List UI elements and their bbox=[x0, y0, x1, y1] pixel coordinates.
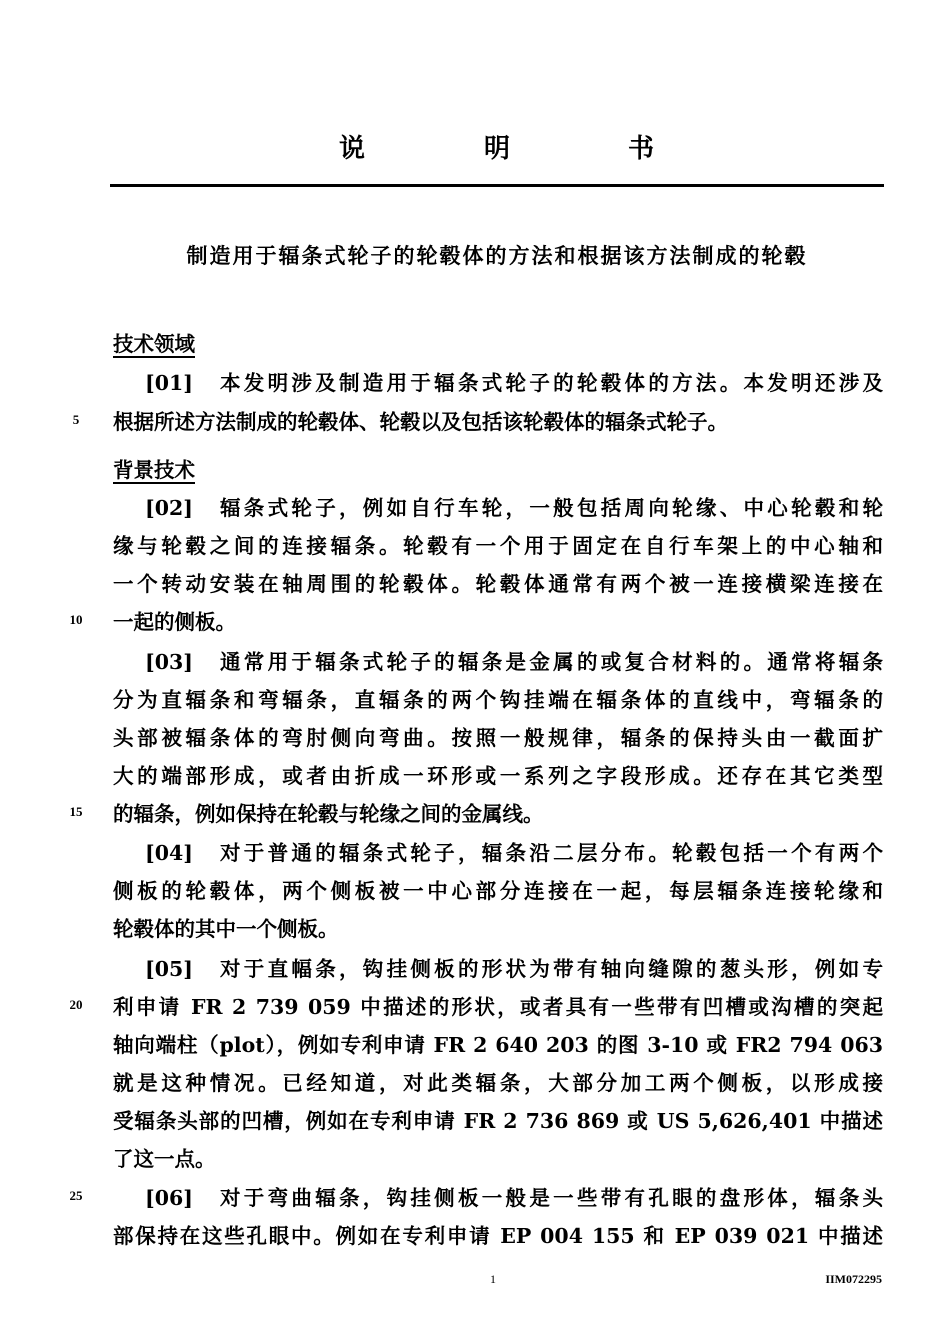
text-line: 缘与轮毂之间的连接辐条。轮毂有一个用于固定在自行车架上的中心轴和 bbox=[113, 534, 883, 558]
text-line: 了这一点。 bbox=[113, 1147, 216, 1171]
text-line: 大的端部形成，或者由折成一环形或一系列之字段形成。还存在其它类型 bbox=[113, 764, 883, 788]
page-header-title bbox=[0, 128, 950, 168]
text-line: 轮毂体的其中一个侧板。 bbox=[113, 917, 339, 941]
header-char: 明 bbox=[484, 134, 511, 164]
text-line: 利申请 FR 2 739 059 中描述的形状，或者具有一些带有凹槽或沟槽的突起 bbox=[113, 995, 883, 1019]
text-line: [04] 对于普通的辐条式轮子，辐条沿二层分布。轮毂包括一个有两个 bbox=[145, 841, 883, 865]
document-title: 制造用于辐条式轮子的轮毂体的方法和根据该方法制成的轮毂 bbox=[186, 243, 808, 268]
line-number: 20 bbox=[69, 997, 83, 1012]
line-number: 15 bbox=[69, 804, 83, 819]
text-line: 一起的侧板。 bbox=[113, 610, 236, 634]
line-number: 5 bbox=[72, 412, 80, 427]
text-line: 部保持在这些孔眼中。例如在专利申请 EP 004 155 和 EP 039 021 中描述 bbox=[113, 1224, 883, 1248]
line-number: 10 bbox=[69, 612, 83, 627]
line-number: 25 bbox=[69, 1188, 83, 1203]
text-line: 轴向端柱（plot），例如专利申请 FR 2 640 203 的图 3-10 或 FR2 794 063 bbox=[113, 1033, 883, 1057]
header-divider bbox=[110, 184, 884, 187]
document-code: IIM072295 bbox=[825, 1272, 882, 1286]
header-char: 说 bbox=[339, 134, 366, 164]
text-line: 就是这种情况。已经知道，对此类辐条，大部分加工两个侧板，以形成接 bbox=[113, 1071, 883, 1095]
text-line: 一个转动安装在轴周围的轮毂体。轮毂体通常有两个被一连接横梁连接在 bbox=[113, 572, 883, 596]
text-line: [02] 辐条式轮子，例如自行车轮，一般包括周向轮缘、中心轮毂和轮 bbox=[145, 496, 883, 520]
page-number: 1 bbox=[490, 1272, 496, 1286]
header-char: 书 bbox=[628, 134, 655, 164]
text-line: 头部被辐条体的弯肘侧向弯曲。按照一般规律，辐条的保持头由一截面扩 bbox=[113, 726, 883, 750]
section-heading-background: 背景技术 bbox=[113, 458, 195, 482]
text-line: 受辐条头部的凹槽，例如在专利申请 FR 2 736 869 或 US 5,626,401 中描述 bbox=[113, 1109, 883, 1133]
text-line: [03] 通常用于辐条式轮子的辐条是金属的或复合材料的。通常将辐条 bbox=[145, 650, 883, 674]
text-line: 的辐条，例如保持在轮毂与轮缘之间的金属线。 bbox=[113, 802, 544, 826]
text-line: 分为直辐条和弯辐条，直辐条的两个钩挂端在辐条体的直线中，弯辐条的 bbox=[113, 688, 883, 712]
text-line: 侧板的轮毂体，两个侧板被一中心部分连接在一起，每层辐条连接轮缘和 bbox=[113, 879, 883, 903]
section-heading-technical-field: 技术领域 bbox=[113, 332, 195, 356]
text-line: [01] 本发明涉及制造用于辐条式轮子的轮毂体的方法。本发明还涉及 bbox=[145, 371, 883, 395]
text-line: 根据所述方法制成的轮毂体、轮毂以及包括该轮毂体的辐条式轮子。 bbox=[113, 410, 728, 434]
text-line: [05] 对于直幅条，钩挂侧板的形状为带有轴向缝隙的葱头形，例如专 bbox=[145, 957, 883, 981]
text-line: [06] 对于弯曲辐条，钩挂侧板一般是一些带有孔眼的盘形体，辐条头 bbox=[145, 1186, 883, 1210]
